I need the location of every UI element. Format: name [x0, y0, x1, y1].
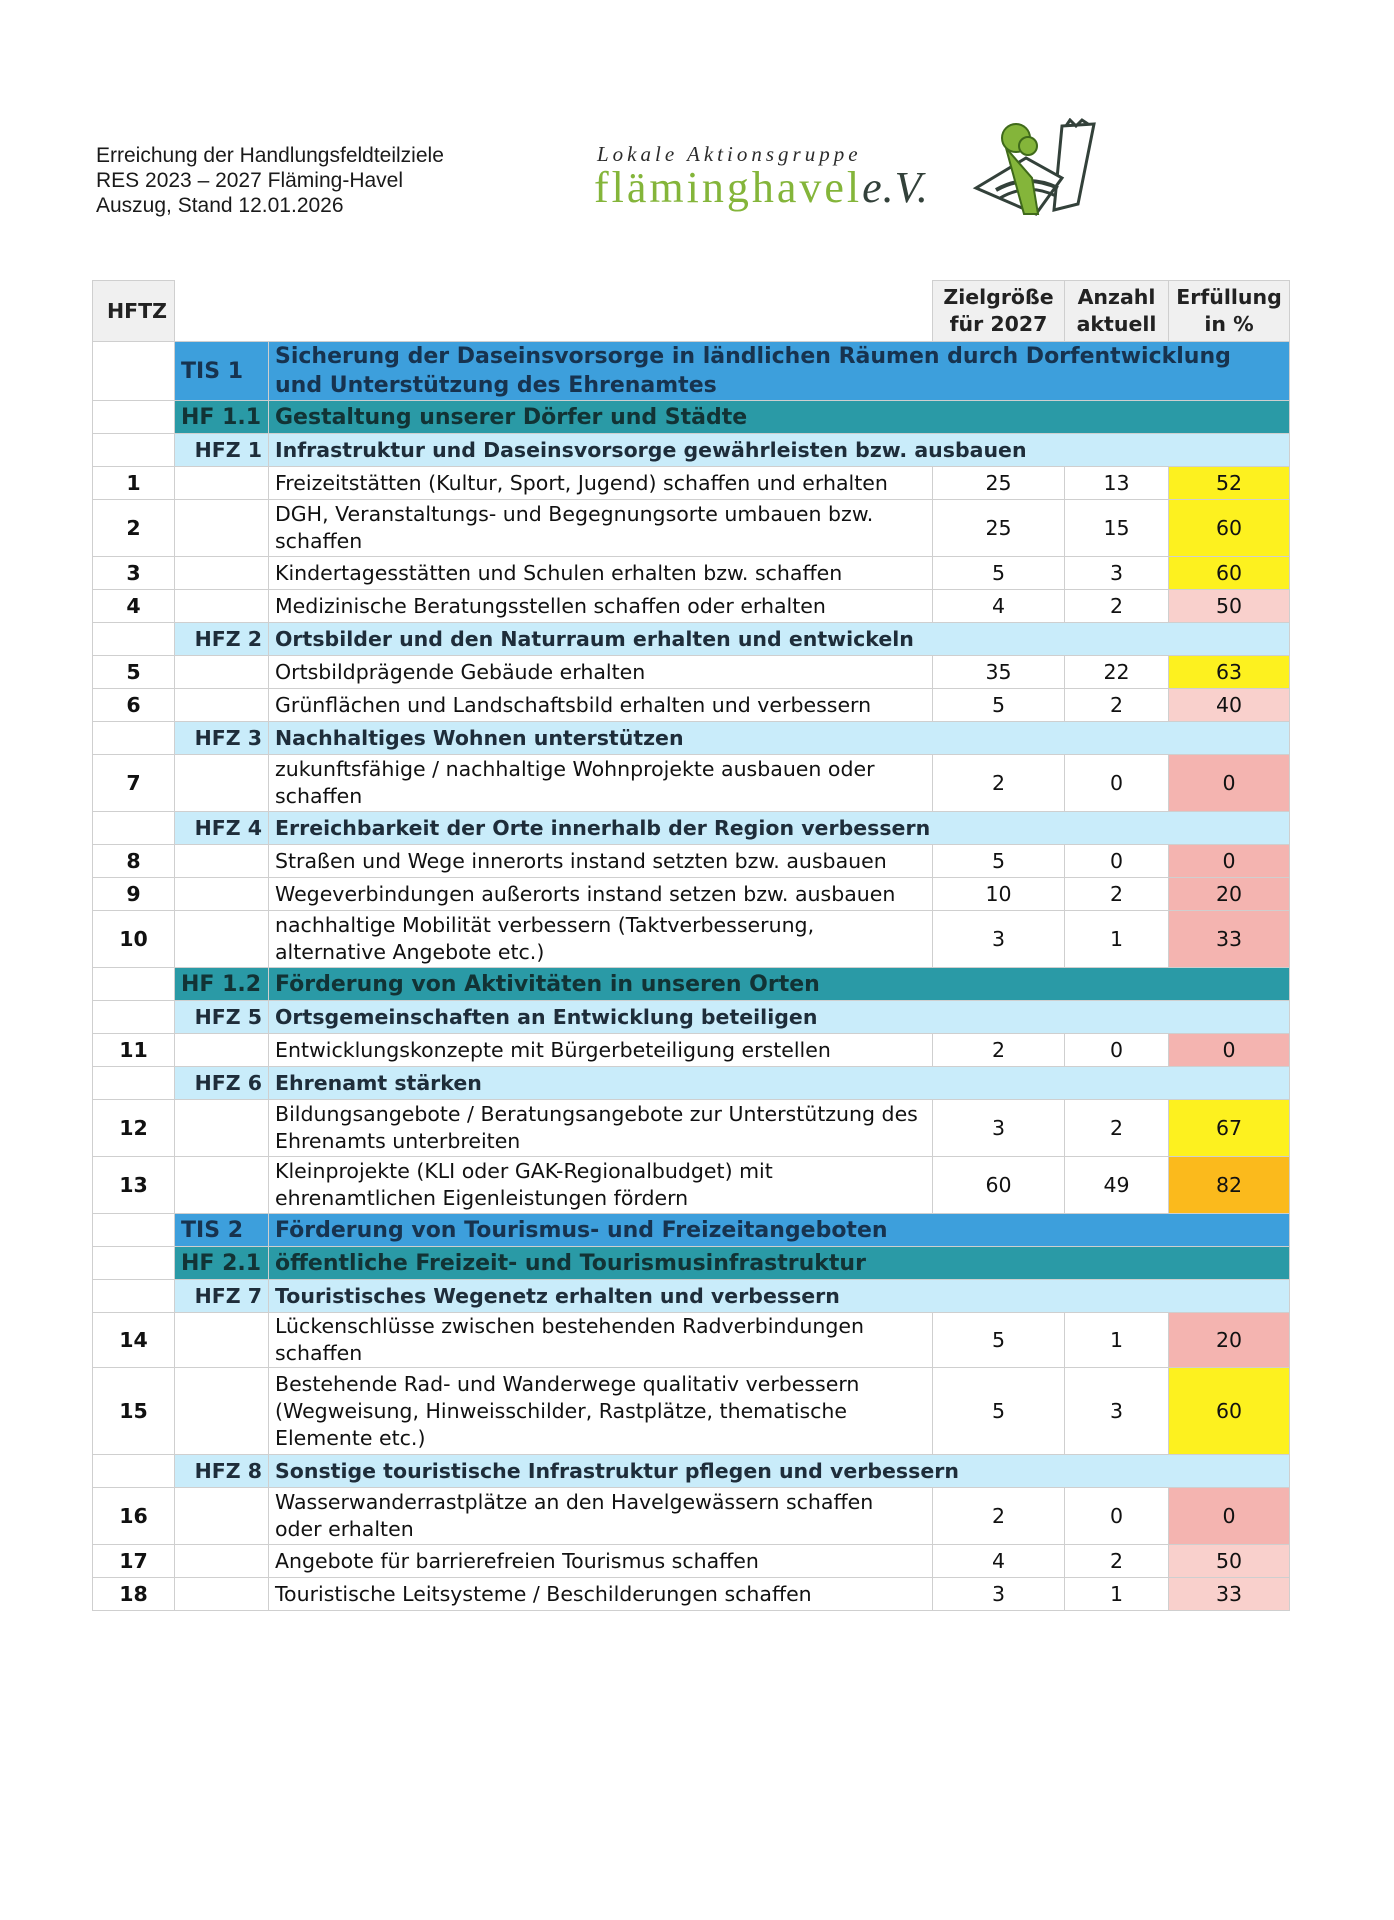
row-fulfillment: 52 [1169, 467, 1290, 500]
row-target: 3 [933, 911, 1065, 968]
row-current: 1 [1065, 1313, 1169, 1368]
table-row [93, 1368, 1290, 1455]
row-number: 8 [93, 845, 175, 878]
header-date: Auszug, Stand 12.01.2026 [96, 194, 344, 217]
row-current: 2 [1065, 878, 1169, 911]
row-number: 12 [93, 1100, 175, 1157]
row-current: 2 [1065, 1545, 1169, 1578]
logo-suffix: e.V. [862, 163, 929, 212]
header-fulfillment: Erfüllung in % [1169, 281, 1290, 342]
section-label: HF 1.2 [175, 968, 269, 1001]
row-fulfillment: 33 [1169, 911, 1290, 968]
row-number: 11 [93, 1034, 175, 1067]
section-label: HFZ 5 [175, 1001, 269, 1034]
table-row [93, 911, 1290, 968]
section-label: HFZ 6 [175, 1067, 269, 1100]
section-row-hfz2 [93, 623, 1290, 656]
row-fulfillment: 0 [1169, 845, 1290, 878]
row-number: 13 [93, 1157, 175, 1214]
table-row [93, 1545, 1290, 1578]
section-row-hfz7 [93, 1280, 1290, 1313]
section-label: HFZ 8 [175, 1455, 269, 1488]
logo-subtitle: Lokale Aktionsgruppe [597, 142, 862, 166]
row-number: 4 [93, 590, 175, 623]
row-text: Wegeverbindungen außerorts instand setzen bzw. ausbauen [269, 878, 933, 911]
table-row [93, 557, 1290, 590]
section-row-hfz1 [93, 434, 1290, 467]
row-number: 3 [93, 557, 175, 590]
section-label: HFZ 7 [175, 1280, 269, 1313]
row-text: Touristische Leitsysteme / Beschilderungen schaffen [269, 1578, 933, 1611]
row-target: 10 [933, 878, 1065, 911]
section-title: Ortsgemeinschaften an Entwicklung beteiligen [269, 1001, 1290, 1034]
table-row [93, 500, 1290, 557]
section-label: HFZ 3 [175, 722, 269, 755]
row-current: 2 [1065, 689, 1169, 722]
row-fulfillment: 20 [1169, 1313, 1290, 1368]
row-text: Freizeitstätten (Kultur, Sport, Jugend) schaffen und erhalten [269, 467, 933, 500]
row-number: 16 [93, 1488, 175, 1545]
header-current: Anzahl aktuell [1065, 281, 1169, 342]
section-label: HFZ 1 [175, 434, 269, 467]
table-row [93, 590, 1290, 623]
row-target: 5 [933, 689, 1065, 722]
logo-name: fläminghavel [594, 163, 863, 212]
row-current: 3 [1065, 1368, 1169, 1455]
row-fulfillment: 20 [1169, 878, 1290, 911]
section-title: Sicherung der Daseinsvorsorge in ländlichen Räumen durch Dorfentwicklung und Unterstützung des Ehrenamtes [269, 342, 1290, 401]
row-current: 1 [1065, 911, 1169, 968]
section-title: öffentliche Freizeit- und Tourismusinfrastruktur [269, 1247, 1290, 1280]
row-fulfillment: 0 [1169, 755, 1290, 812]
row-number: 15 [93, 1368, 175, 1455]
table-row [93, 1157, 1290, 1214]
table-row [93, 845, 1290, 878]
header-target: Zielgröße für 2027 [933, 281, 1065, 342]
section-row-hfz4 [93, 812, 1290, 845]
row-current: 2 [1065, 1100, 1169, 1157]
row-current: 2 [1065, 590, 1169, 623]
row-current: 0 [1065, 845, 1169, 878]
row-current: 22 [1065, 656, 1169, 689]
section-label: HF 2.1 [175, 1247, 269, 1280]
section-label: TIS 1 [175, 342, 269, 401]
section-row-hfz8 [93, 1455, 1290, 1488]
row-target: 5 [933, 1313, 1065, 1368]
row-target: 60 [933, 1157, 1065, 1214]
section-row-tis2 [93, 1214, 1290, 1247]
section-label: HF 1.1 [175, 401, 269, 434]
row-text: Kleinprojekte (KLI oder GAK-Regionalbudget) mit ehrenamtlichen Eigenleistungen fördern [269, 1157, 933, 1214]
row-number: 10 [93, 911, 175, 968]
row-text: Straßen und Wege innerorts instand setzten bzw. ausbauen [269, 845, 933, 878]
section-title: Ortsbilder und den Naturraum erhalten und entwickeln [269, 623, 1290, 656]
section-title: Gestaltung unserer Dörfer und Städte [269, 401, 1290, 434]
row-current: 0 [1065, 1488, 1169, 1545]
table-row [93, 689, 1290, 722]
row-current: 1 [1065, 1578, 1169, 1611]
row-fulfillment: 50 [1169, 1545, 1290, 1578]
row-current: 0 [1065, 1034, 1169, 1067]
row-text: Kindertagesstätten und Schulen erhalten bzw. schaffen [269, 557, 933, 590]
section-title: Ehrenamt stärken [269, 1067, 1290, 1100]
row-current: 49 [1065, 1157, 1169, 1214]
section-row-hf21 [93, 1247, 1290, 1280]
section-title: Förderung von Aktivitäten in unseren Orten [269, 968, 1290, 1001]
row-fulfillment: 0 [1169, 1034, 1290, 1067]
row-text: nachhaltige Mobilität verbessern (Taktverbesserung, alternative Angebote etc.) [269, 911, 933, 968]
row-number: 7 [93, 755, 175, 812]
row-number: 14 [93, 1313, 175, 1368]
row-number: 18 [93, 1578, 175, 1611]
section-title: Infrastruktur und Daseinsvorsorge gewährleisten bzw. ausbauen [269, 434, 1290, 467]
row-number: 1 [93, 467, 175, 500]
section-row-hfz5 [93, 1001, 1290, 1034]
section-row-hfz6 [93, 1067, 1290, 1100]
row-number: 6 [93, 689, 175, 722]
section-row-tis1 [93, 342, 1290, 401]
row-target: 3 [933, 1578, 1065, 1611]
row-text: Bildungsangebote / Beratungsangebote zur Unterstützung des Ehrenamts unterbreiten [269, 1100, 933, 1157]
row-fulfillment: 63 [1169, 656, 1290, 689]
table-row [93, 1488, 1290, 1545]
table-row [93, 1100, 1290, 1157]
goals-table [92, 280, 1290, 1611]
row-target: 5 [933, 557, 1065, 590]
section-row-hf11 [93, 401, 1290, 434]
table-row [93, 1578, 1290, 1611]
row-target: 4 [933, 590, 1065, 623]
section-title: Touristisches Wegenetz erhalten und verbessern [269, 1280, 1290, 1313]
section-row-hf12 [93, 968, 1290, 1001]
header-title: Erreichung der Handlungsfeldteilziele [96, 144, 444, 167]
table-row [93, 755, 1290, 812]
row-text: Ortsbildprägende Gebäude erhalten [269, 656, 933, 689]
row-number: 17 [93, 1545, 175, 1578]
row-fulfillment: 82 [1169, 1157, 1290, 1214]
table-row [93, 1313, 1290, 1368]
row-text: Medizinische Beratungsstellen schaffen oder erhalten [269, 590, 933, 623]
row-target: 5 [933, 1368, 1065, 1455]
row-current: 0 [1065, 755, 1169, 812]
section-title: Förderung von Tourismus- und Freizeitangeboten [269, 1214, 1290, 1247]
document-header [96, 143, 444, 218]
row-target: 25 [933, 467, 1065, 500]
section-title: Sonstige touristische Infrastruktur pflegen und verbessern [269, 1455, 1290, 1488]
section-title: Erreichbarkeit der Orte innerhalb der Region verbessern [269, 812, 1290, 845]
row-text: zukunftsfähige / nachhaltige Wohnprojekte ausbauen oder schaffen [269, 755, 933, 812]
row-target: 2 [933, 1488, 1065, 1545]
row-current: 15 [1065, 500, 1169, 557]
row-fulfillment: 67 [1169, 1100, 1290, 1157]
logo-wordmark [594, 163, 929, 213]
row-number: 5 [93, 656, 175, 689]
section-label: HFZ 4 [175, 812, 269, 845]
row-text: Angebote für barrierefreien Tourismus schaffen [269, 1545, 933, 1578]
table-row [93, 878, 1290, 911]
section-label: TIS 2 [175, 1214, 269, 1247]
row-target: 2 [933, 755, 1065, 812]
row-text: Bestehende Rad- und Wanderwege qualitativ verbessern (Wegweisung, Hinweisschilder, Rastplätze, thematische Elemente etc.) [269, 1368, 933, 1455]
row-number: 2 [93, 500, 175, 557]
row-target: 2 [933, 1034, 1065, 1067]
row-text: DGH, Veranstaltungs- und Begegnungsorte umbauen bzw. schaffen [269, 500, 933, 557]
section-label: HFZ 2 [175, 623, 269, 656]
row-current: 13 [1065, 467, 1169, 500]
row-text: Entwicklungskonzepte mit Bürgerbeteiligung erstellen [269, 1034, 933, 1067]
row-text: Lückenschlüsse zwischen bestehenden Radverbindungen schaffen [269, 1313, 933, 1368]
section-title: Nachhaltiges Wohnen unterstützen [269, 722, 1290, 755]
row-text: Grünflächen und Landschaftsbild erhalten und verbessern [269, 689, 933, 722]
row-target: 25 [933, 500, 1065, 557]
row-current: 3 [1065, 557, 1169, 590]
row-target: 35 [933, 656, 1065, 689]
row-fulfillment: 60 [1169, 557, 1290, 590]
row-number: 9 [93, 878, 175, 911]
row-target: 4 [933, 1545, 1065, 1578]
logo-emblem-icon [966, 118, 1106, 228]
table-header-row [93, 281, 1290, 342]
table-row [93, 467, 1290, 500]
section-row-hfz3 [93, 722, 1290, 755]
row-fulfillment: 0 [1169, 1488, 1290, 1545]
header-hftz: HFTZ [93, 281, 175, 342]
row-target: 3 [933, 1100, 1065, 1157]
row-fulfillment: 33 [1169, 1578, 1290, 1611]
row-fulfillment: 50 [1169, 590, 1290, 623]
row-target: 5 [933, 845, 1065, 878]
table-row [93, 1034, 1290, 1067]
row-fulfillment: 60 [1169, 1368, 1290, 1455]
header-subtitle: RES 2023 – 2027 Fläming-Havel [96, 169, 404, 192]
row-fulfillment: 40 [1169, 689, 1290, 722]
row-fulfillment: 60 [1169, 500, 1290, 557]
table-row [93, 656, 1290, 689]
row-text: Wasserwanderrastplätze an den Havelgewässern schaffen oder erhalten [269, 1488, 933, 1545]
